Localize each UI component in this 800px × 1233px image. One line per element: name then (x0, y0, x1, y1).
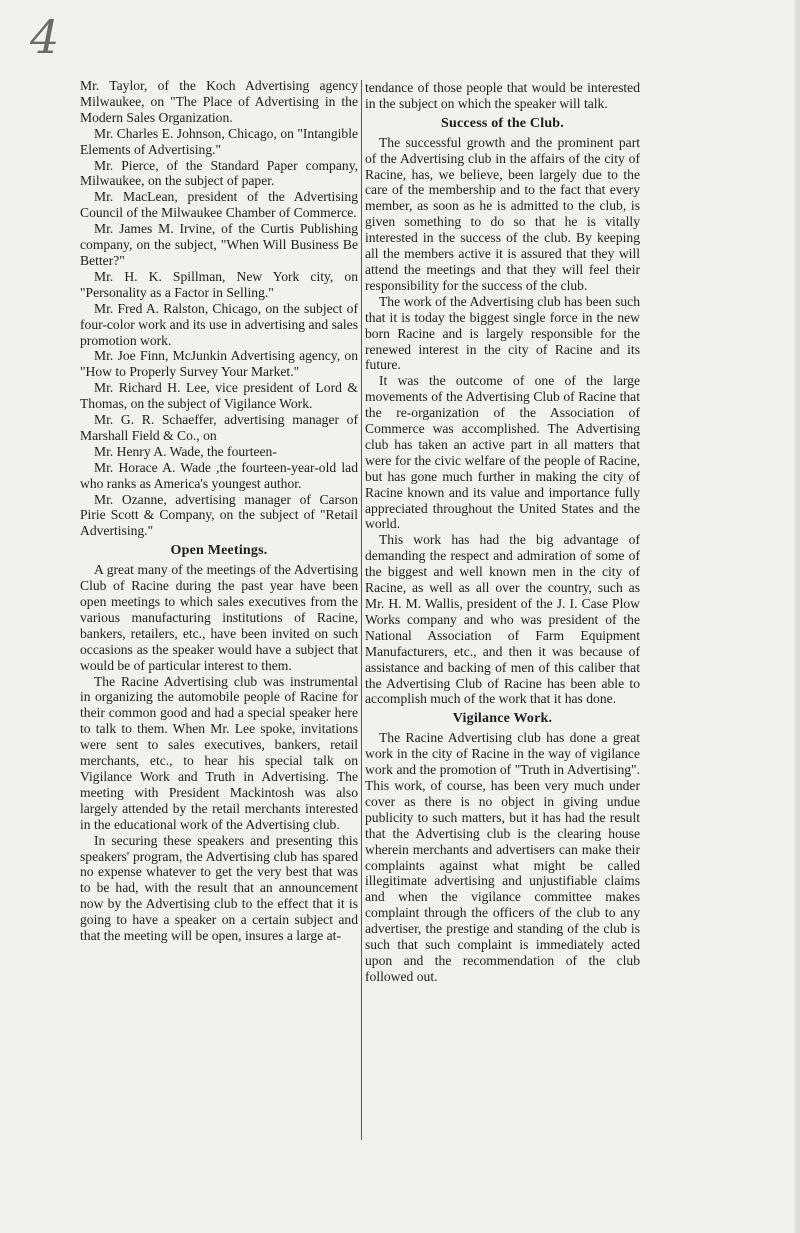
article-paragraph: This work has had the big advantage of demanding the respect and admiration of some of the biggest and well known men in the city of Racine, as well as all over the country, such as Mr. H. M. Wallis, president of the J. I. Case Plow Works company and who was president of the National Association of Farm Equipment Manufacturers, etc., and then it was because of assistance and backing of men of this caliber that the Advertising Club of Racine has been able to accomplish much of the work that it has done. (365, 532, 640, 707)
speaker-entry: Mr. G. R. Schaeffer, advertising manager of Marshall Field & Co., on (80, 412, 358, 443)
speaker-entry: Mr. Horace A. Wade ,the fourteen-year-old lad who ranks as America's youngest author. (80, 459, 358, 491)
speaker-entry: Mr. James M. Irvine, of the Curtis Publishing company, on the subject, "When Will Business Be Better?" (80, 221, 358, 268)
speaker-entry: Mr. Richard H. Lee, vice president of Lord & Thomas, on the subject of Vigilance Work. (80, 380, 358, 412)
speaker-entry: Mr. H. K. Spillman, New York city, on "Personality as a Factor in Selling." (80, 268, 358, 300)
speaker-entry: Mr. Charles E. Johnson, Chicago, on "Intangible Elements of Advertising." (80, 125, 358, 157)
handwritten-page-number: 4 (30, 10, 56, 64)
column-divider (361, 80, 362, 1140)
left-column (80, 78, 358, 944)
speaker-entry: Mr. Pierce, of the Standard Paper company, Milwaukee, on the subject of paper. (80, 157, 358, 189)
speaker-entry: Mr. Joe Finn, McJunkin Advertising agency, on "How to Properly Survey Your Market." (80, 348, 358, 380)
article-paragraph: The Racine Advertising club was instrumental in organizing the automobile people of Racine for their common good and had a special speaker here to talk to them. When Mr. Lee spoke, invitations were sent to sales executives, bankers, retail merchants, etc., to hear his special talk on Vigilance Work and Truth in Advertising. The meeting with President Mackintosh was also largely attended by the retail merchants interested in the educational work of the Advertising club. (80, 673, 358, 832)
section-heading-vigilance: Vigilance Work. (452, 711, 553, 727)
article-paragraph: It was the outcome of one of the large movements of the Advertising Club of Racine that the re-organization of the Association of Commerce was accomplished. The Advertising club has taken an active part in all matters that were for the civic welfare of the people of Racine, but has gone much further in making the city of Racine known and its value and importance fully appreciated throughout the United States and the world. (365, 373, 640, 532)
article-paragraph: A great many of the meetings of the Advertising Club of Racine during the past year have been open meetings to which sales executives from the various manufacturing institutions of Racine, bankers, retailers, etc., have been invited on such occasions as the speaker would have a subject that would be of particular interest to them. (80, 562, 358, 673)
scan-edge-shadow (794, 0, 800, 1233)
section-heading-success: Success of the Club. (440, 115, 564, 131)
right-column (365, 80, 640, 985)
article-paragraph: The work of the Advertising club has been such that it is today the biggest single force in the new born Racine and is largely responsible for the renewed interest in the city of Racine and its future. (365, 293, 640, 373)
article-paragraph: The Racine Advertising club has done a great work in the city of Racine in the way of vigilance work and the promotion of "Truth in Advertising". This work, of course, has been very much under cover as there is no object in giving undue publicity to such matters, but it has had the result that the Advertising club is the clearing house wherein merchants and advertisers can make their complaints against what might be called illegitimate advertising and unjustifiable claims and when the vigilance committee makes complaint through the officers of the club to any advertiser, the prestige and standing of the club is such that such complaint is immediately acted upon and the recommendation of the club followed out. (365, 730, 640, 984)
speaker-entry: Mr. MacLean, president of the Advertising Council of the Milwaukee Chamber of Commerce. (80, 189, 358, 221)
article-paragraph: The successful growth and the prominent part of the Advertising club in the affairs of the city of Racine, has, we believe, been largely due to the care of the membership and to the fact that every member, as soon as he is admitted to the club, is given something to do so that he is vitally interested in the success of the club. By keeping all the members active it is assured that they will attend the meetings and that they will feel their responsibility for the success of the club. (365, 134, 640, 293)
speaker-entry: Mr. Henry A. Wade, the fourteen- (94, 443, 277, 459)
speaker-entry: Mr. Taylor, of the Koch Advertising agency Milwaukee, on "The Place of Advertising in the Modern Sales Organization. (80, 78, 358, 125)
speaker-entry: Mr. Fred A. Ralston, Chicago, on the subject of four-color work and its use in advertising and sales promotion work. (80, 300, 358, 348)
article-paragraph: In securing these speakers and presenting this speakers' program, the Advertising club has spared no expense whatever to get the very best that was to be had, with the result that an announcement now by the Advertising club to the effect that it is going to have a speaker on a certain subject and that the meeting will be open, insures a large at- (80, 832, 358, 944)
article-paragraph: tendance of those people that would be interested in the subject on which the speaker will talk. (365, 80, 640, 111)
section-heading-open-meetings: Open Meetings. (170, 543, 268, 559)
speaker-entry: Mr. Ozanne, advertising manager of Carson Pirie Scott & Company, on the subject of "Retail Advertising." (80, 491, 358, 539)
